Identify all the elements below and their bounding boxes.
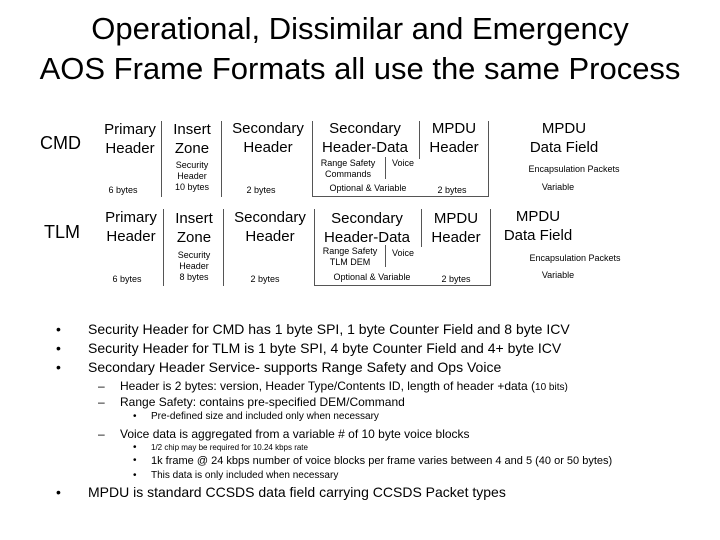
- cmd-encapsulation-packets: Encapsulation Packets: [528, 164, 620, 174]
- cmd-secondary-header-data: Secondary Header-Data: [322, 120, 408, 156]
- cmd-primary-header: Primary Header: [104, 121, 156, 157]
- cmd-voice: Voice: [391, 158, 415, 168]
- tlm-secondary-size: 2 bytes: [250, 274, 280, 284]
- tlm-security-header: Security Header 8 bytes: [177, 250, 211, 282]
- cmd-secondary-size: 2 bytes: [246, 185, 276, 195]
- tlm-variable: Variable: [541, 270, 575, 280]
- cmd-optional-variable: Optional & Variable: [329, 183, 407, 193]
- cmd-primary-size: 6 bytes: [108, 185, 138, 195]
- tlm-range-safety: Range Safety TLM DEM: [322, 246, 378, 267]
- list-item: – Voice data is aggregated from a variable # of 10 byte voice blocks: [98, 427, 470, 441]
- list-item: • 1k frame @ 24 kbps number of voice blocks per frame varies between 4 and 5 (40 or 50 bytes): [133, 455, 613, 467]
- cmd-separator: [221, 121, 222, 197]
- list-item: • Security Header for CMD has 1 byte SPI, 1 byte Counter Field and 8 byte ICV: [56, 321, 570, 337]
- title-line-1: Operational, Dissimilar and Emergency: [91, 11, 629, 46]
- tlm-label: TLM: [44, 222, 80, 242]
- tlm-separator: [163, 209, 164, 286]
- tlm-primary-header: Primary Header: [105, 209, 157, 245]
- tlm-mpdu-header: MPDU Header: [431, 210, 481, 246]
- tlm-secondary-header: Secondary Header: [234, 209, 306, 245]
- list-item: • MPDU is standard CCSDS data field carrying CCSDS Packet types: [56, 484, 506, 500]
- tlm-mpdu-data-field: MPDU Data Field: [503, 208, 573, 244]
- tlm-insert-zone: Insert Zone: [175, 210, 213, 246]
- tlm-separator: [421, 209, 422, 247]
- tlm-separator: [223, 209, 224, 286]
- title-line-2: AOS Frame Formats all use the same Process: [39, 51, 681, 86]
- list-item: – Header is 2 bytes: version, Header Type/Contents ID, length of header +data (10 bits): [98, 379, 568, 393]
- cmd-label: CMD: [40, 133, 81, 153]
- list-item: – Range Safety: contains pre-specified DEM/Command: [98, 395, 405, 409]
- list-item: • Security Header for TLM is 1 byte SPI, 4 byte Counter Field and 4+ byte ICV: [56, 340, 562, 356]
- tlm-secondary-header-data: Secondary Header-Data: [324, 210, 410, 246]
- tlm-primary-size: 6 bytes: [112, 274, 142, 284]
- list-item: • Pre-defined size and included only when necessary: [133, 411, 379, 422]
- cmd-mpdu-data-field: MPDU Data Field: [529, 120, 599, 156]
- cmd-separator: [488, 121, 489, 197]
- cmd-insert-zone: Insert Zone: [173, 121, 211, 157]
- tlm-optional-variable: Optional & Variable: [333, 272, 411, 282]
- cmd-mpdu-size: 2 bytes: [437, 185, 467, 195]
- tlm-encapsulation-packets: Encapsulation Packets: [529, 253, 621, 263]
- cmd-mpdu-header: MPDU Header: [429, 120, 479, 156]
- list-item: • Secondary Header Service- supports Range Safety and Ops Voice: [56, 359, 502, 375]
- list-item: • This data is only included when necessary: [133, 470, 339, 481]
- cmd-security-header: Security Header 10 bytes: [174, 160, 210, 192]
- cmd-separator: [419, 121, 420, 159]
- cmd-variable: Variable: [541, 182, 575, 192]
- tlm-voice: Voice: [391, 248, 415, 258]
- cmd-range-safety: Range Safety Commands: [320, 158, 376, 179]
- cmd-underline: [312, 196, 488, 197]
- tlm-mpdu-size: 2 bytes: [441, 274, 471, 284]
- list-item: • 1/2 chip may be required for 10.24 kbps rate: [133, 442, 308, 453]
- tlm-underline: [314, 285, 490, 286]
- cmd-secondary-header: Secondary Header: [232, 120, 304, 156]
